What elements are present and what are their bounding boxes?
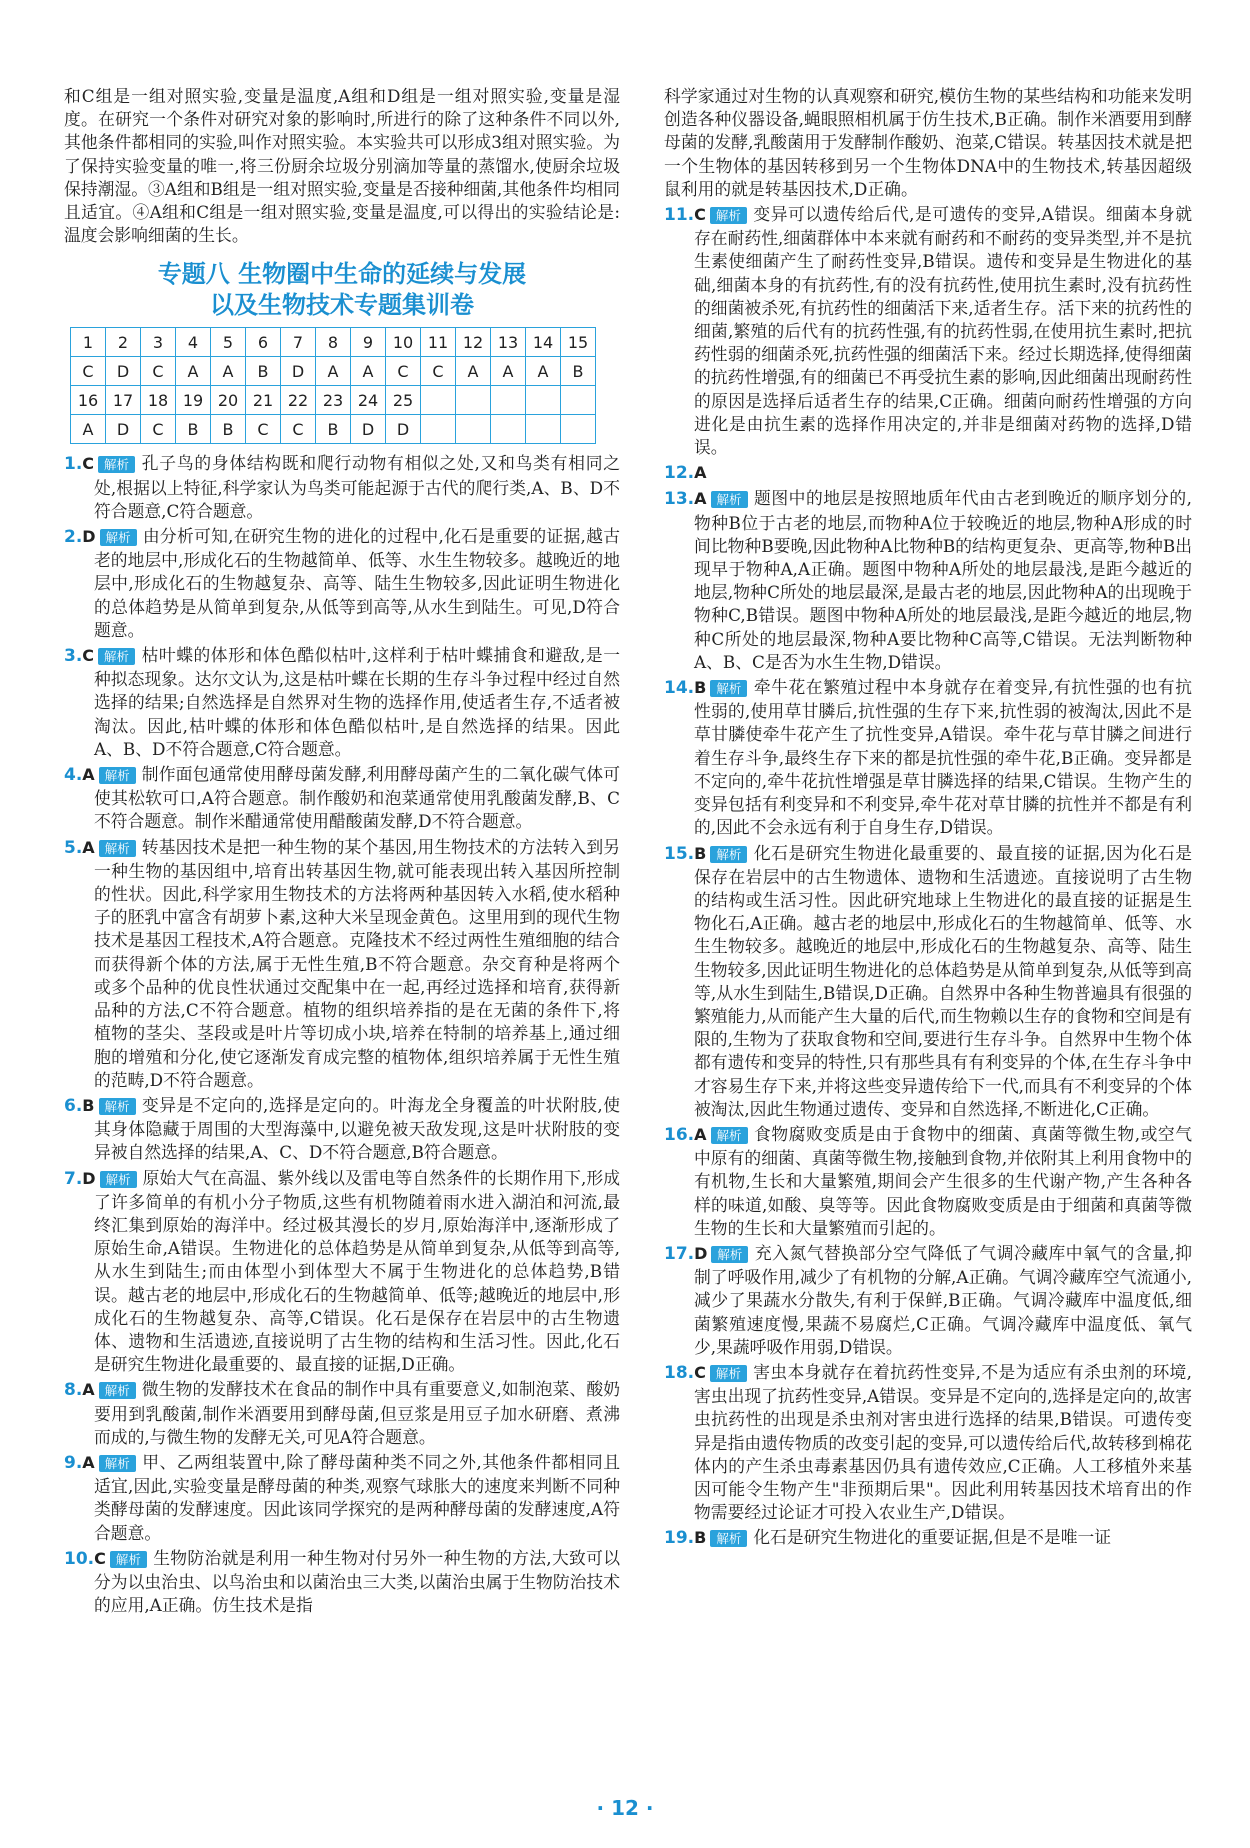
answer-table-cell: B (246, 357, 281, 386)
analysis-tag: 解析 (98, 648, 135, 665)
answer-table-cell: A (491, 357, 526, 386)
answer-item (664, 1123, 1192, 1240)
answer-item (664, 487, 1192, 674)
item-number: 9. (64, 1452, 83, 1473)
item-answer: A (82, 1452, 95, 1472)
answer-table-cell: D (351, 415, 386, 444)
item-answer: C (694, 1362, 706, 1382)
answer-table-cell: C (141, 415, 176, 444)
item-number: 19. (664, 1528, 695, 1549)
left-column (64, 85, 620, 1617)
section-title (64, 259, 620, 321)
answer-table-cell: D (386, 415, 421, 444)
item-answer: A (82, 1380, 95, 1400)
analysis-tag: 解析 (711, 491, 748, 508)
item-answer: A (694, 489, 707, 509)
answer-table-cell: 19 (176, 386, 211, 415)
answer-table-cell: B (561, 357, 596, 386)
answer-item (664, 461, 1192, 485)
answer-table-cell: B (211, 415, 246, 444)
item-explanation: 甲、乙两组装置中,除了酵母菌种类不同之外,其他条件都相同且适宜,因此,实验变量是酵母菌的种类,观察气球胀大的速度来判断不同种类酵母菌的发酵速度。因此该同学探究的是两种酵母菌的发酵速度,A符合题意。 (94, 1451, 620, 1543)
answer-table-cell (456, 386, 491, 415)
item-answer: B (694, 678, 707, 698)
answer-item (64, 1094, 620, 1165)
answer-item (64, 1547, 620, 1618)
item-explanation: 题图中的地层是按照地质年代由古老到晚近的顺序划分的,物种B位于古老的地层,而物种A位于较晚近的地层,物种A形成的时间比物种B要晚,因此物种A比物种B的结构更复杂、更高等,物种B出现早于物种A,A正确。题图中物种A所处的地层最浅,是距今越近的地层,物种C所处的地层最深,是最古老的地层,因此物种A的出现晚于物种C,B错误。题图中物种A所处的地层最浅,是距今越近的地层,物种C所处的地层最深,物种A要比物种C高等,C错误。无法判断物种A、B、C是否为水生生物,D错误。 (694, 488, 1192, 672)
section-title-line1: 专题八 生物圈中生命的延续与发展 (157, 260, 527, 289)
item-number: 3. (64, 646, 83, 667)
answer-table-cell: 18 (141, 386, 176, 415)
answer-table-cell: 16 (71, 386, 106, 415)
answer-table-cell: 9 (351, 328, 386, 357)
answer-item (664, 203, 1192, 459)
item-number: 13. (664, 489, 695, 510)
answer-table-cell (421, 386, 456, 415)
item-answer: B (82, 1095, 95, 1115)
answer-table-cell (491, 386, 526, 415)
answer-table-cell: C (246, 415, 281, 444)
answer-table-cell: 20 (211, 386, 246, 415)
answer-item (64, 1378, 620, 1449)
intro-paragraph: 和C组是一组对照实验,变量是温度,A组和D组是一组对照实验,变量是湿度。在研究一个条件对研究对象的影响时,所进行的除了这种条件不同以外,其他条件都相同的实验,叫作对照实验。本实验共可以形成3组对照实验。为了保持实验变量的唯一,将三份厨余垃圾分别滴加等量的蒸馏水,使厨余垃圾保持潮湿。③A组和B组是一组对照实验,变量是否接种细菌,其他条件均相同且适宜。④A组和C组是一组对照实验,变量是温度,可以得出的实验结论是:温度会影响细菌的生长。 (64, 86, 620, 246)
answer-table-cell: 14 (526, 328, 561, 357)
answer-table-cell: 25 (386, 386, 421, 415)
answer-table-row (71, 328, 596, 357)
item-answer: D (82, 1168, 96, 1188)
answer-table-cell: 3 (141, 328, 176, 357)
item-explanation: 生物防治就是利用一种生物对付另外一种生物的方法,大致可以分为以虫治虫、以鸟治虫和以菌治虫三大类,以菌治虫属于生物防治技术的应用,A正确。仿生技术是指 (94, 1547, 620, 1616)
answer-table-cell: C (421, 357, 456, 386)
answer-item (664, 842, 1192, 1121)
analysis-tag: 解析 (99, 1382, 136, 1399)
answer-table-cell: 22 (281, 386, 316, 415)
item-explanation: 变异是不定向的,选择是定向的。叶海龙全身覆盖的叶状附肢,使其身体隐藏于周围的大型海藻中,以避免被天敌发现,这是叶状附肢的变异被自然选择的结果,A、C、D不符合题意,B符合题意。 (94, 1094, 620, 1163)
answer-table-cell (526, 415, 561, 444)
left-answer-list (64, 452, 620, 1617)
item-explanation: 原始大气在高温、紫外线以及雷电等自然条件的长期作用下,形成了许多简单的有机小分子物质,这些有机物随着雨水进入湖泊和河流,最终汇集到原始的海洋中。经过极其漫长的岁月,原始海洋中,逐渐形成了原始生命,A错误。生物进化的总体趋势是从简单到复杂,从低等到高等,从水生到陆生;而由体型小到体型大不属于生物进化的总体趋势,B错误。越古老的地层中,形成化石的生物越简单、低等;越晚近的地层中,形成化石的生物越复杂、高等,C错误。化石是保存在岩层中的古生物遗体、遗物和生活遗迹,直接说明了古生物的结构和生活习性。因此,化石是研究生物进化最重要的、最直接的证据,D正确。 (94, 1167, 620, 1375)
item-explanation: 牵牛花在繁殖过程中本身就存在着变异,有抗性强的也有抗性弱的,使用草甘膦后,抗性强的生存下来,抗性弱的被淘汰,因此不是草甘膦使牵牛花产生了抗性变异,A错误。牵牛花与草甘膦之间进行着生存斗争,最终生存下来的都是抗性强的牵牛花,B正确。变异都是不定向的,牵牛花抗性增强是草甘膦选择的结果,C错误。生物产生的变异包括有利变异和不利变异,牵牛花对草甘膦的抗性并不都是有利的,因此不会永远有利于自身生存,D错误。 (694, 677, 1192, 838)
answer-table-cell: 5 (211, 328, 246, 357)
answer-item (664, 1526, 1192, 1550)
answer-table-cell (526, 386, 561, 415)
item-answer: D (694, 1243, 708, 1263)
right-answer-list (664, 203, 1192, 1551)
answer-table-row (71, 415, 596, 444)
item-explanation: 化石是研究生物进化的重要证据,但是不是唯一证 (753, 1527, 1112, 1548)
answer-table-cell: 2 (106, 328, 141, 357)
right-first-paragraph: 科学家通过对生物的认真观察和研究,模仿生物的某些结构和功能来发明创造各种仪器设备,蝇眼照相机属于仿生技术,B正确。制作米酒要用到酵母菌的发酵,乳酸菌用于发酵制作酸奶、泡菜,C错误。转基因技术就是把一个生物体的基因转移到另一个生物体DNA中的生物技术,转基因超级鼠利用的就是转基因技术,D正确。 (664, 86, 1192, 199)
answer-table-cell (561, 386, 596, 415)
item-explanation: 孔子鸟的身体结构既和爬行动物有相似之处,又和鸟类有相同之处,根据以上特征,科学家认为鸟类可能起源于古代的爬行类,A、B、D不符合题意,C符合题意。 (94, 453, 620, 521)
item-number: 1. (64, 454, 83, 475)
item-explanation: 微生物的发酵技术在食品的制作中具有重要意义,如制泡菜、酸奶要用到乳酸菌,制作米酒要用到酵母菌,但豆浆是用豆子加水研磨、煮沸而成的,与微生物的发酵无关,可见A符合题意。 (94, 1379, 620, 1447)
item-number: 2. (64, 527, 83, 548)
answer-table-cell: 6 (246, 328, 281, 357)
analysis-tag: 解析 (710, 1365, 747, 1382)
item-answer: B (694, 843, 707, 863)
item-number: 17. (664, 1243, 695, 1264)
answer-item (64, 1167, 620, 1377)
item-answer: C (82, 454, 95, 474)
analysis-tag: 解析 (710, 1530, 747, 1547)
answer-table-row (71, 386, 596, 415)
item-number: 6. (64, 1095, 83, 1116)
answer-table-cell: C (281, 415, 316, 444)
analysis-tag: 解析 (710, 207, 747, 224)
analysis-tag: 解析 (100, 529, 137, 546)
answer-table-cell: 8 (316, 328, 351, 357)
answer-table-cell: 4 (176, 328, 211, 357)
answer-table-cell: 23 (316, 386, 351, 415)
item-explanation: 变异可以遗传给后代,是可遗传的变异,A错误。细菌本身就存在耐药性,细菌群体中本来就有耐药和不耐药的变异类型,并不是抗生素使细菌产生了耐药性变异,B错误。遗传和变异是生物进化的基础,细菌本身的有抗药性,有的没有抗药性,使用抗生素时,没有抗药性的细菌被杀死,有抗药性的细菌活下来,适者生存。活下来的抗药性的细菌,繁殖的后代有的抗药性强,有的抗药性弱,在使用抗生素时,把抗药性弱的细菌杀死,抗药性强的细菌活下来。经过长期选择,使得细菌的抗药性增强,有的细菌已不再受抗生素的影响,因此细菌出现耐药性的原因是选择后适者生存的结果,C正确。细菌向耐药性增强的方向进化是由抗生素的选择作用决定的,并非是细菌对药物的选择,D错误。 (694, 204, 1192, 458)
item-answer: A (82, 837, 95, 857)
answer-table-cell: B (316, 415, 351, 444)
item-number: 4. (64, 765, 83, 786)
item-number: 5. (64, 837, 83, 858)
answer-table-cell: 1 (71, 328, 106, 357)
answer-table-cell: 21 (246, 386, 281, 415)
answer-item (664, 676, 1192, 839)
answer-table-cell: A (71, 415, 106, 444)
analysis-tag: 解析 (99, 840, 136, 857)
answer-table-cell: A (316, 357, 351, 386)
item-explanation: 食物腐败变质是由于食物中的细菌、真菌等微生物,或空气中原有的细菌、真菌等微生物,接触到食物,并依附其上利用食物中的有机物,生长和大量繁殖,期间会产生很多的生代谢产物,产生各种各样的味道,如酸、臭等等。因此食物腐败变质是由于细菌和真菌等微生物的生长和大量繁殖而引起的。 (694, 1123, 1192, 1238)
item-number: 16. (664, 1124, 695, 1145)
answer-item (64, 763, 620, 834)
answer-table-cell: 11 (421, 328, 456, 357)
answer-table-cell: C (71, 357, 106, 386)
answer-table-cell: D (281, 357, 316, 386)
item-explanation: 转基因技术是把一种生物的某个基因,用生物技术的方法转入到另一种生物的基因组中,培育出转基因生物,就可能表现出转入基因所控制的性状。因此,科学家用生物技术的方法将两种基因转入水稻,使水稻种子的胚乳中富含有胡萝卜素,这种大米呈现金黄色。这里用到的现代生物技术是基因工程技术,A符合题意。克隆技术不经过两性生殖细胞的结合而获得新个体的方法,属于无性生殖,B不符合题意。杂交育种是将两个或多个品种的优良性状通过交配集中在一起,再经过选择和培育,获得新品种的方法,C不符合题意。植物的组织培养指的是在无菌的条件下,将植物的茎尖、茎段或是叶片等切成小块,培养在特制的培养基上,通过细胞的增殖和分化,使它逐渐发育成完整的植物体,组织培养属于无性生殖的范畴,D不符合题意。 (94, 836, 620, 1090)
analysis-tag: 解析 (99, 1098, 136, 1115)
analysis-tag: 解析 (710, 846, 747, 863)
answer-table-cell: A (456, 357, 491, 386)
item-number: 11. (664, 205, 695, 226)
item-number: 10. (64, 1548, 95, 1569)
answer-table-cell (421, 415, 456, 444)
item-number: 7. (64, 1168, 83, 1189)
answer-table-cell: 24 (351, 386, 386, 415)
page-number: · 12 · (596, 1796, 654, 1820)
answer-table-cell: A (351, 357, 386, 386)
analysis-tag: 解析 (99, 767, 136, 784)
item-number: 8. (64, 1380, 83, 1401)
item-explanation: 枯叶蝶的体形和体色酷似枯叶,这样利于枯叶蝶捕食和避敌,是一种拟态现象。达尔文认为,这是枯叶蝶在长期的生存斗争过程中经过自然选择的结果;自然选择是自然界对生物的选择作用,使适者生存,不适者被淘汰。因此,枯叶蝶的体形和体色酷似枯叶,是自然选择的结果。因此A、B、D不符合题意,C符合题意。 (94, 645, 620, 759)
answer-table-cell: A (526, 357, 561, 386)
item-answer: A (694, 1124, 707, 1144)
right-column (664, 85, 1192, 1551)
item-explanation: 害虫本身就存在着抗药性变异,不是为适应有杀虫剂的环境,害虫出现了抗药性变异,A错误。变异是不定向的,选择是定向的,故害虫抗药性的出现是杀虫剂对害虫进行选择的结果,B错误。可遗传变异是指由遗传物质的改变引起的变异,可以遗传给后代,故转移到棉花体内的产生杀虫毒素基因仍具有遗传效应,C正确。人工移植外来基因可能令生物产生"非预期后果"。因此利用转基因技术培育出的作物需要经过论证才可投入农业生产,D错误。 (694, 1361, 1192, 1523)
item-number: 12. (664, 463, 695, 484)
analysis-tag: 解析 (100, 1171, 137, 1188)
answer-table-cell: 13 (491, 328, 526, 357)
answer-table-cell: 12 (456, 328, 491, 357)
answer-item (64, 1451, 620, 1545)
answer-table-cell: B (176, 415, 211, 444)
item-explanation: 制作面包通常使用酵母菌发酵,利用酵母菌产生的二氧化碳气体可使其松软可口,A符合题意。制作酸奶和泡菜通常使用乳酸菌发酵,B、C不符合题意。制作米醋通常使用醋酸菌发酵,D不符合题意。 (94, 764, 620, 832)
answer-table-cell: A (211, 357, 246, 386)
item-answer: C (82, 646, 95, 666)
answer-table-cell (561, 415, 596, 444)
analysis-tag: 解析 (98, 456, 135, 473)
item-explanation: 由分析可知,在研究生物的进化的过程中,化石是重要的证据,越古老的地层中,形成化石的生物越简单、低等、水生生物较多。越晚近的地层中,形成化石的生物越复杂、高等、陆生生物较多,因此证明生物进化的总体趋势是从简单到复杂,从低等到高等,从水生到陆生。可见,D符合题意。 (94, 526, 620, 640)
analysis-tag: 解析 (99, 1455, 136, 1472)
answer-table-cell: 10 (386, 328, 421, 357)
answer-item (664, 1242, 1192, 1359)
answer-table-cell: 7 (281, 328, 316, 357)
answer-table-cell (456, 415, 491, 444)
answer-table-cell: D (106, 357, 141, 386)
analysis-tag: 解析 (711, 1127, 748, 1144)
answer-item (64, 644, 620, 761)
answer-table-cell: A (176, 357, 211, 386)
item-answer: D (82, 527, 96, 547)
item-answer: B (694, 1528, 707, 1548)
answer-table-row (71, 357, 596, 386)
answer-item (64, 525, 620, 642)
item-answer: C (94, 1548, 106, 1568)
item-answer: A (82, 765, 95, 785)
item-explanation: 充入氮气替换部分空气降低了气调冷藏库中氧气的含量,抑制了呼吸作用,减少了有机物的分解,A正确。气调冷藏库空气流通小,减少了果蔬水分散失,有利于保鲜,B正确。气调冷藏库中温度低,细菌繁殖速度慢,果蔬不易腐烂,C正确。气调冷藏库中温度低、氧气少,果蔬呼吸作用弱,D错误。 (694, 1242, 1192, 1357)
analysis-tag: 解析 (110, 1551, 147, 1568)
answer-table-cell: C (386, 357, 421, 386)
item-explanation: 化石是研究生物进化最重要的、最直接的证据,因为化石是保存在岩层中的古生物遗体、遗物和生活遗迹。直接说明了古生物的结构或生活习性。因此研究地球上生物进化的最直接的证据是生物化石,A正确。越古老的地层中,形成化石的生物越简单、低等、水生生物较多。越晚近的地层中,形成化石的生物越复杂、高等、陆生生物较多,因此证明生物进化的总体趋势是从简单到复杂,从低等到高等,从水生到陆生,B错误,D正确。自然界中各种生物普遍具有很强的繁殖能力,从而能产生大量的后代,而生物赖以生存的食物和空间是有限的,生物为了获取食物和空间,要进行生存斗争。自然界中生物个体都有遗传和变异的特性,只有那些具有有利变异的个体,在生存斗争中才容易生存下来,并将这些变异遗传给下一代,而具有不利变异的个体被淘汰,因此生物通过遗传、变异和自然选择,不断进化,C正确。 (694, 842, 1192, 1119)
item-number: 14. (664, 678, 695, 699)
answer-item (64, 452, 620, 523)
answer-item (64, 836, 620, 1092)
answer-table-cell (491, 415, 526, 444)
section-title-line2: 以及生物技术专题集训卷 (210, 291, 474, 320)
answer-table (70, 327, 596, 444)
item-number: 18. (664, 1362, 695, 1383)
item-answer: A (694, 463, 707, 483)
answer-table-cell: D (106, 415, 141, 444)
item-answer: C (694, 205, 706, 225)
answer-item (664, 1361, 1192, 1524)
answer-table-cell: 15 (561, 328, 596, 357)
answer-table-cell: 17 (106, 386, 141, 415)
item-number: 15. (664, 843, 695, 864)
answer-table-cell: C (141, 357, 176, 386)
analysis-tag: 解析 (711, 1246, 748, 1263)
analysis-tag: 解析 (710, 680, 747, 697)
